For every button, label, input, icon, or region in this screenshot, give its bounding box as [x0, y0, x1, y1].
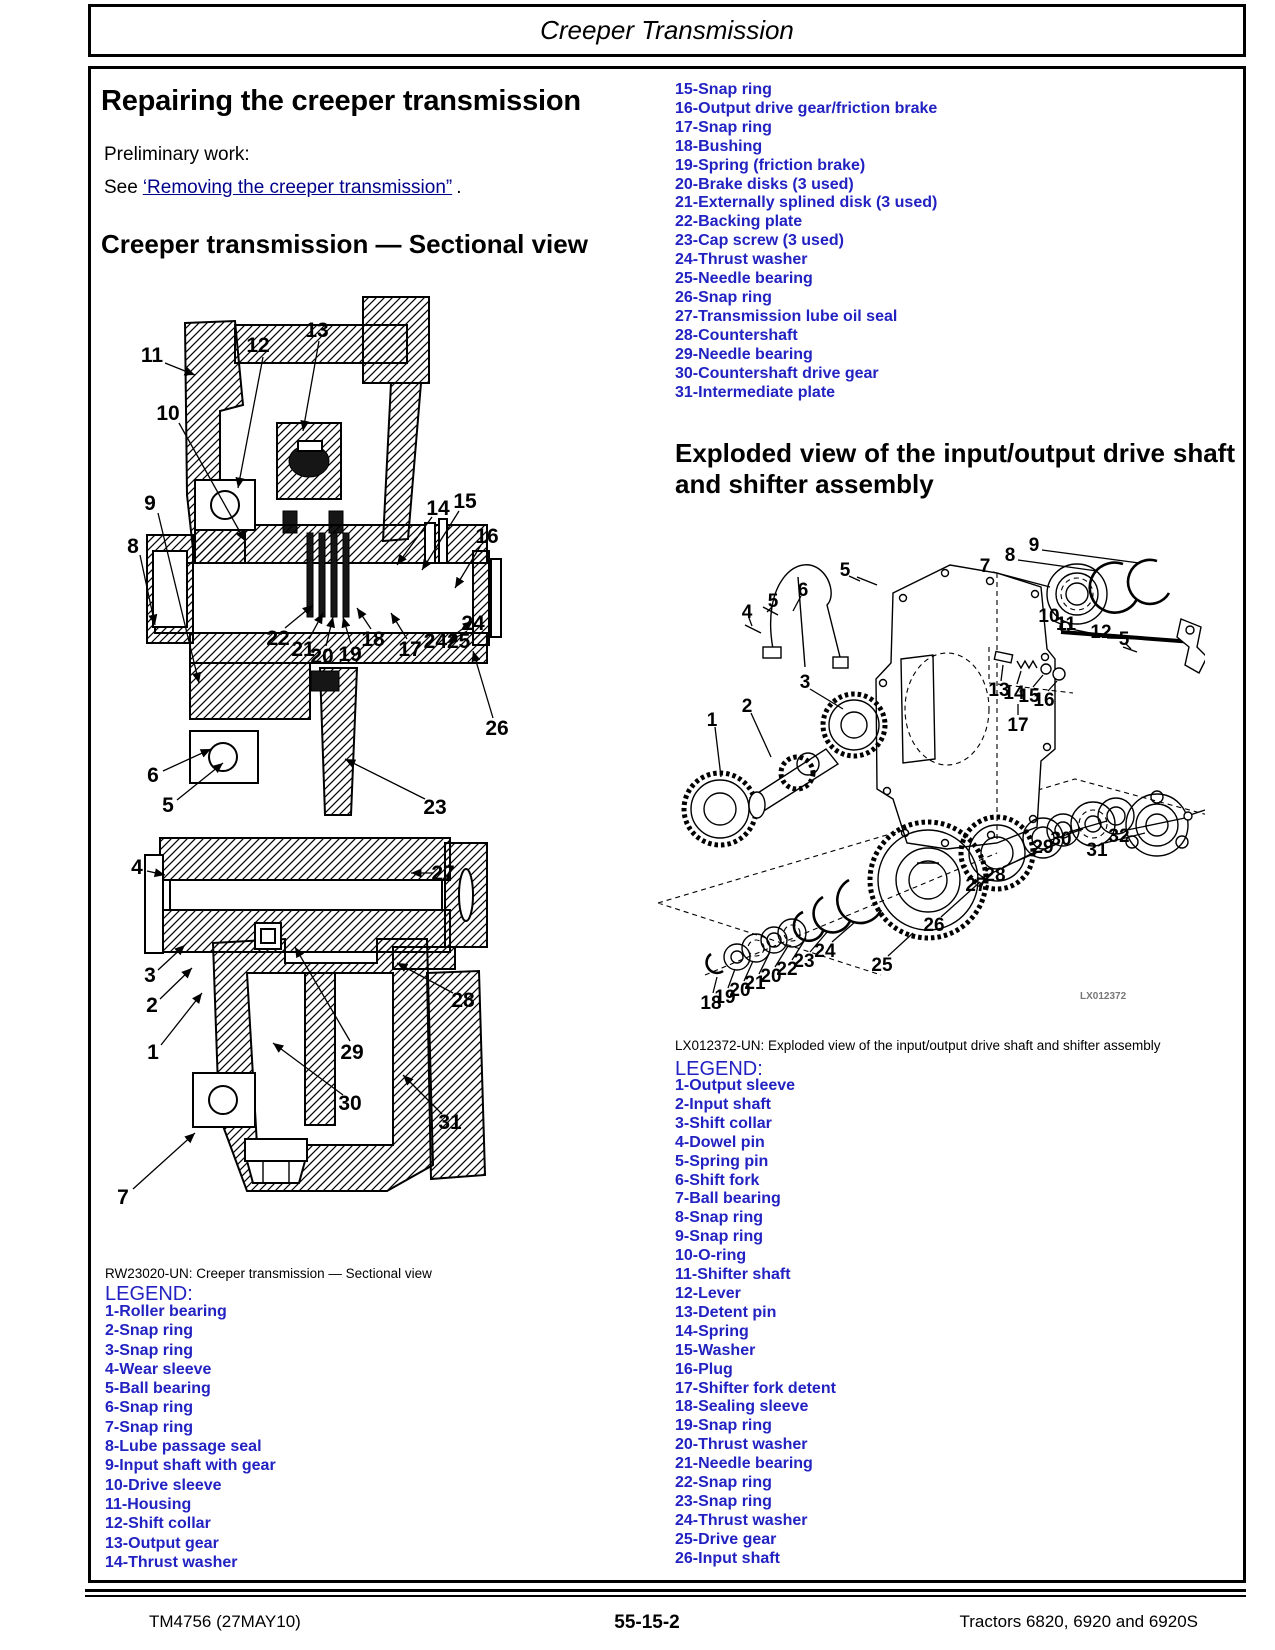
see-line	[104, 177, 462, 199]
callout-number: 16	[1033, 690, 1055, 711]
callout-number: 32	[1108, 826, 1130, 847]
callout-number: 20	[729, 980, 751, 1001]
callout-number: 26	[923, 915, 945, 936]
callout-number: 20	[760, 966, 782, 987]
exploded-view-figure	[645, 497, 1205, 1009]
legend-item: 4-Wear sleeve	[105, 1360, 212, 1378]
callout-number: 24	[461, 612, 485, 635]
callout-number: 18	[361, 628, 385, 651]
callout-number: 31	[438, 1111, 462, 1134]
sectional-legend-list-continued	[675, 81, 937, 402]
legend-item: 9-Input shaft with gear	[105, 1457, 276, 1475]
legend-item: 23-Snap ring	[675, 1492, 772, 1510]
callout-number: 28	[984, 865, 1006, 886]
legend-item: 26-Input shaft	[675, 1549, 780, 1567]
see-prefix: See	[104, 177, 138, 198]
callout-number: 10	[156, 402, 180, 425]
legend-item: 18-Sealing sleeve	[675, 1398, 809, 1416]
callout-number: 5	[162, 794, 174, 817]
footer-model-info: Tractors 6820, 6920 and 6920S	[959, 1612, 1198, 1631]
legend-item: 1-Output sleeve	[675, 1077, 796, 1094]
legend-item: 7-Ball bearing	[675, 1190, 781, 1208]
callout-number: 3	[799, 672, 811, 693]
callout-number: 14	[1003, 683, 1025, 704]
callout-number: 20	[310, 645, 334, 668]
legend-item: 20-Brake disks (3 used)	[675, 175, 854, 193]
sectional-view-figure	[95, 283, 525, 1223]
legend-item: 21-Needle bearing	[675, 1455, 813, 1473]
callout-number: 28	[451, 989, 475, 1012]
callout-leader-line	[161, 993, 202, 1045]
legend-item: 15-Snap ring	[675, 81, 772, 98]
callout-number: 14	[426, 497, 450, 520]
legend-item: 13-Detent pin	[675, 1303, 777, 1321]
callout-leader-line	[810, 689, 843, 709]
legend-item: 18-Bushing	[675, 137, 763, 155]
callout-number: 5	[839, 560, 851, 581]
callout-leader-line	[133, 1133, 195, 1189]
footer-document-number: TM4756 (27MAY10)	[149, 1612, 301, 1631]
callout-number: 21	[291, 638, 315, 661]
callout-number: 24	[814, 941, 836, 962]
callout-number: 6	[797, 580, 809, 601]
callout-number: 8	[127, 535, 139, 558]
legend-item: 26-Snap ring	[675, 288, 772, 306]
callout-number: 19	[714, 987, 736, 1008]
callout-number: 5	[1118, 629, 1130, 650]
sectional-legend-title: LEGEND:	[105, 1283, 193, 1305]
legend-item: 3-Shift collar	[675, 1114, 772, 1132]
callout-leader-line	[345, 759, 425, 799]
legend-item: 8-Lube passage seal	[105, 1438, 262, 1456]
footer-page-number: 55-15-2	[614, 1612, 680, 1633]
callout-number: 12	[246, 334, 270, 357]
callout-number: 7	[979, 556, 991, 577]
callout-number: 4	[131, 856, 143, 879]
legend-item: 5-Spring pin	[675, 1152, 769, 1170]
callout-number: 31	[1086, 840, 1108, 861]
exploded-view-heading: Exploded view of the input/output drive shaft and shifter assembly	[675, 438, 1235, 499]
content-box	[88, 66, 1246, 1583]
callout-number: 30	[1050, 829, 1072, 850]
legend-item: 9-Snap ring	[675, 1228, 764, 1246]
callout-leader-line	[715, 727, 721, 777]
callout-number: 4	[741, 602, 753, 623]
legend-item: 12-Lever	[675, 1284, 741, 1302]
sectional-legend-list	[105, 1302, 276, 1572]
callout-number: 13	[305, 319, 329, 342]
callout-leader-line	[160, 968, 192, 999]
legend-item: 27-Transmission lube oil seal	[675, 307, 898, 325]
legend-item: 13-Output gear	[105, 1534, 219, 1552]
legend-item: 6-Shift fork	[675, 1171, 760, 1189]
callout-number: 15	[1018, 686, 1040, 707]
legend-item: 31-Intermediate plate	[675, 383, 836, 401]
see-suffix: .	[456, 177, 462, 198]
footer-rule-top	[85, 1589, 1246, 1592]
legend-item: 10-Drive sleeve	[105, 1476, 222, 1494]
callout-number: 11	[140, 344, 164, 367]
callout-number: 12	[1090, 622, 1112, 643]
callout-number: 13	[988, 680, 1010, 701]
exploded-legend-title: LEGEND:	[675, 1058, 763, 1080]
callout-leader-line	[849, 576, 860, 581]
legend-item: 14-Spring	[675, 1322, 749, 1340]
sectional-figure-caption: RW23020-UN: Creeper transmission — Sectional view	[105, 1266, 432, 1281]
legend-item: 17-Shifter fork detent	[675, 1379, 836, 1397]
figure-code-label: LX012372	[1080, 991, 1127, 1002]
legend-item: 11-Shifter shaft	[675, 1266, 791, 1284]
legend-item: 19-Snap ring	[675, 1417, 772, 1435]
callout-number: 27	[431, 862, 455, 885]
legend-item: 28-Countershaft	[675, 326, 798, 344]
callout-number: 5	[767, 591, 779, 612]
callout-number: 27	[965, 875, 987, 896]
callout-number: 30	[338, 1092, 362, 1115]
removing-creeper-transmission-link[interactable]: ‘Removing the creeper transmission”	[142, 177, 453, 198]
callout-number: 29	[1032, 837, 1054, 858]
preliminary-work-label: Preliminary work:	[104, 144, 250, 165]
legend-item: 23-Cap screw (3 used)	[675, 232, 844, 250]
page-title: Repairing the creeper transmission	[101, 85, 581, 117]
callout-number: 22	[776, 959, 798, 980]
callout-number: 1	[147, 1041, 159, 1064]
callout-number: 1	[706, 710, 718, 731]
page-header-title: Creeper Transmission	[540, 15, 794, 45]
callout-number: 3	[144, 964, 156, 987]
exploded-figure-caption: LX012372-UN: Exploded view of the input/output drive shaft and shifter assembly	[675, 1038, 1161, 1053]
legend-item: 2-Input shaft	[675, 1095, 771, 1113]
legend-item: 3-Snap ring	[105, 1341, 194, 1359]
callout-number: 8	[1004, 545, 1016, 566]
legend-item: 8-Snap ring	[675, 1209, 764, 1227]
legend-item: 20-Thrust washer	[675, 1436, 808, 1454]
callout-number: 17	[1007, 715, 1029, 736]
callout-number: 19	[338, 643, 362, 666]
callout-number: 7	[117, 1186, 129, 1209]
callout-number: 2	[741, 696, 753, 717]
callout-number: 22	[266, 627, 290, 650]
legend-item: 21-Externally splined disk (3 used)	[675, 194, 938, 212]
callout-number: 2425	[423, 630, 471, 653]
callout-number: 6	[147, 764, 159, 787]
legend-item: 29-Needle bearing	[675, 345, 813, 363]
legend-item: 16-Plug	[675, 1360, 733, 1378]
legend-item: 7-Snap ring	[105, 1418, 194, 1436]
callout-number: 26	[485, 717, 509, 740]
callout-number: 15	[453, 490, 477, 513]
legend-item: 14-Thrust washer	[105, 1553, 238, 1571]
callout-number: 10	[1038, 606, 1060, 627]
legend-item: 10-O-ring	[675, 1247, 747, 1265]
legend-item: 30-Countershaft drive gear	[675, 364, 879, 382]
callout-leader-line	[238, 357, 263, 488]
legend-item: 16-Output drive gear/friction brake	[675, 99, 938, 117]
callout-number: 18	[700, 993, 722, 1009]
legend-item: 11-Housing	[105, 1495, 192, 1513]
legend-item: 4-Dowel pin	[675, 1133, 765, 1151]
callout-number: 23	[423, 796, 447, 819]
legend-item: 2-Snap ring	[105, 1322, 194, 1340]
callout-number: 21	[744, 973, 766, 994]
callout-number: 25	[871, 955, 893, 976]
callout-leader-line	[888, 933, 913, 956]
sectional-drawing	[145, 297, 501, 1191]
legend-item: 6-Snap ring	[105, 1399, 194, 1417]
callout-number: 29	[340, 1041, 364, 1064]
callout-number: 16	[475, 525, 499, 548]
callout-number: 17	[398, 638, 422, 661]
legend-item: 24-Thrust washer	[675, 251, 808, 269]
legend-item: 25-Needle bearing	[675, 270, 813, 288]
legend-item: 25-Drive gear	[675, 1530, 777, 1548]
legend-item: 22-Backing plate	[675, 213, 803, 231]
legend-item: 22-Snap ring	[675, 1474, 772, 1492]
footer-rule-bottom	[85, 1595, 1246, 1597]
exploded-drawing	[658, 560, 1205, 975]
callout-number: 11	[1055, 614, 1077, 635]
callout-number: 2	[146, 994, 158, 1017]
legend-item: 15-Washer	[675, 1341, 756, 1359]
exploded-legend-list	[675, 1077, 836, 1569]
sectional-view-heading: Creeper transmission — Sectional view	[101, 229, 588, 259]
legend-item: 1-Roller bearing	[105, 1303, 227, 1320]
legend-item: 5-Ball bearing	[105, 1380, 211, 1398]
legend-item: 17-Snap ring	[675, 118, 772, 136]
legend-item: 12-Shift collar	[105, 1515, 211, 1533]
callout-number: 9	[1028, 535, 1040, 556]
legend-item: 19-Spring (friction brake)	[675, 156, 866, 174]
legend-item: 24-Thrust washer	[675, 1511, 808, 1529]
callout-number: 23	[793, 951, 815, 972]
callout-number: 9	[144, 492, 156, 515]
callout-leader-line	[1042, 550, 1139, 563]
callout-leader-line	[751, 713, 771, 757]
page-header-box	[88, 4, 1246, 57]
